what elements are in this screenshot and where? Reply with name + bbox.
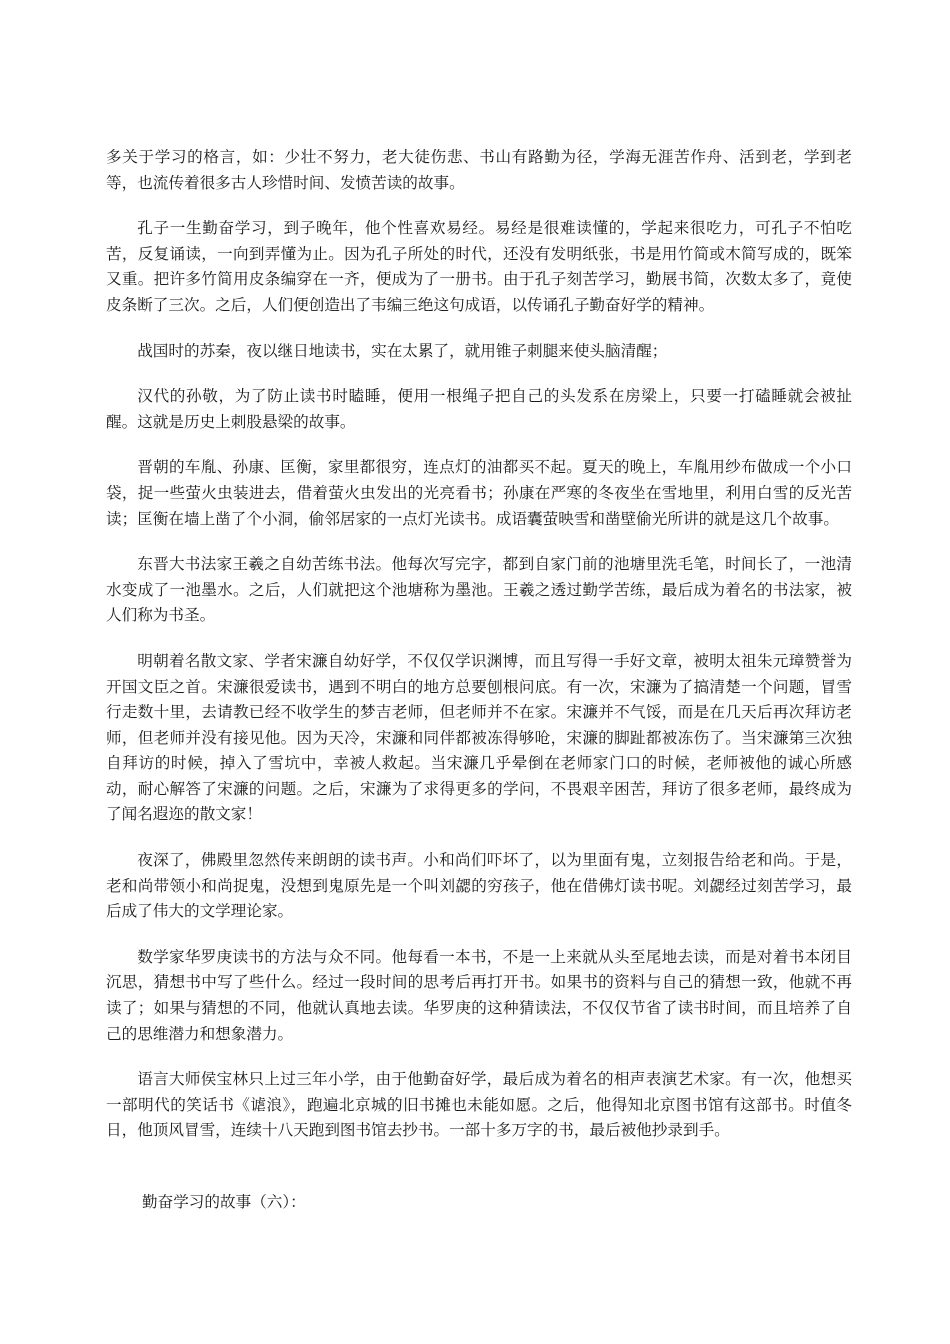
paragraph-sun-jing: 汉代的孙敬，为了防止读书时瞌睡，便用一根绳子把自己的头发系在房梁上，只要一打磕睡就会被扯醒。这就是历史上刺股悬梁的故事。 — [106, 387, 852, 431]
paragraph-che-yin: 晋朝的车胤、孙康、匡衡，家里都很穷，连点灯的油都买不起。夏天的晚上，车胤用纱布做成一个小口袋，捉一些萤火虫装进去，借着萤火虫发出的光亮看书；孙康在严寒的冬夜坐在雪地里，利用白雪的反光苦读；匡衡在墙上凿了个小洞，偷邻居家的一点灯光读书。成语囊萤映雪和凿壁偷光所讲的就是这几个故事。 — [106, 458, 852, 528]
paragraph-hua-luogeng: 数学家华罗庚读书的方法与众不同。他每看一本书，不是一上来就从头至尾地去读，而是对着书本闭目沉思，猜想书中写了些什么。经过一段时间的思考后再打开书。如果书的资料与自己的猜想一致，他就不再读了；如果与猜想的不同，他就认真地去读。华罗庚的这种猜读法，不仅仅节省了读书时间，而且培养了自己的思维潜力和想象潜力。 — [106, 947, 852, 1043]
paragraph-song-lian: 明朝着名散文家、学者宋濂自幼好学，不仅仅学识渊博，而且写得一手好文章，被明太祖朱元璋赞誉为开国文臣之首。宋濂很爱读书，遇到不明白的地方总要刨根问底。有一次，宋濂为了搞清楚一个问题，冒雪行走数十里，去请教已经不收学生的梦吉老师，但老师并不在家。宋濂并不气馁，而是在几天后再次拜访老师，但老师并没有接见他。因为天冷，宋濂和同伴都被冻得够呛，宋濂的脚趾都被冻伤了。当宋濂第三次独自拜访的时候，掉入了雪坑中，幸被人救起。当宋濂几乎晕倒在老师家门口的时候，老师被他的诚心所感动，耐心解答了宋濂的问题。之后，宋濂为了求得更多的学问，不畏艰辛困苦，拜访了很多老师，最终成为了闻名遐迩的散文家！ — [106, 651, 852, 824]
spacer — [106, 1164, 852, 1190]
paragraph-hou-baolin: 语言大师侯宝林只上过三年小学，由于他勤奋好学，最后成为着名的相声表演艺术家。有一次，他想买一部明代的笑话书《谑浪》，跑遍北京城的旧书摊也未能如愿。之后，他得知北京图书馆有这部书。时值冬日，他顶风冒雪，连续十八天跑到图书馆去抄书。一部十多万字的书，最后被他抄录到手。 — [106, 1070, 852, 1140]
paragraph-wang-xizhi: 东晋大书法家王羲之自幼苦练书法。他每次写完字，都到自家门前的池塘里洗毛笔，时间长了，一池清水变成了一池墨水。之后，人们就把这个池塘称为墨池。王羲之透过勤学苦练，最后成为着名的书法家，被人们称为书圣。 — [106, 555, 852, 625]
section-heading: 勤奋学习的故事（六）： — [142, 1193, 306, 1211]
paragraph-su-qin: 战国时的苏秦，夜以继日地读书，实在太累了，就用锥子刺腿来使头脑清醒； — [137, 341, 668, 360]
paragraph-confucius: 孔子一生勤奋学习，到子晚年，他个性喜欢易经。易经是很难读懂的，学起来很吃力，可孔子不怕吃苦，反复诵读，一向到弄懂为止。因为孔子所处的时代，还没有发明纸张，书是用竹简或木简写成的，既笨又重。把许多竹简用皮条编穿在一齐，便成为了一册书。由于孔子刻苦学习，勤展书简，次数太多了，竟使皮条断了三次。之后，人们便创造出了韦编三绝这句成语，以传诵孔子勤奋好学的精神。 — [106, 219, 852, 314]
paragraph-intro: 多关于学习的格言，如：少壮不努力，老大徒伤悲、书山有路勤为径，学海无涯苦作舟、活到老，学到老等，也流传着很多古人珍惜时间、发愤苦读的故事。 — [106, 148, 852, 192]
paragraph-liu-xie: 夜深了，佛殿里忽然传来朗朗的读书声。小和尚们吓坏了，以为里面有鬼，立刻报告给老和尚。于是，老和尚带领小和尚捉鬼，没想到鬼原先是一个叫刘勰的穷孩子，他在借佛灯读书呢。刘勰经过刻苦学习，最后成了伟大的文学理论家。 — [106, 851, 852, 921]
